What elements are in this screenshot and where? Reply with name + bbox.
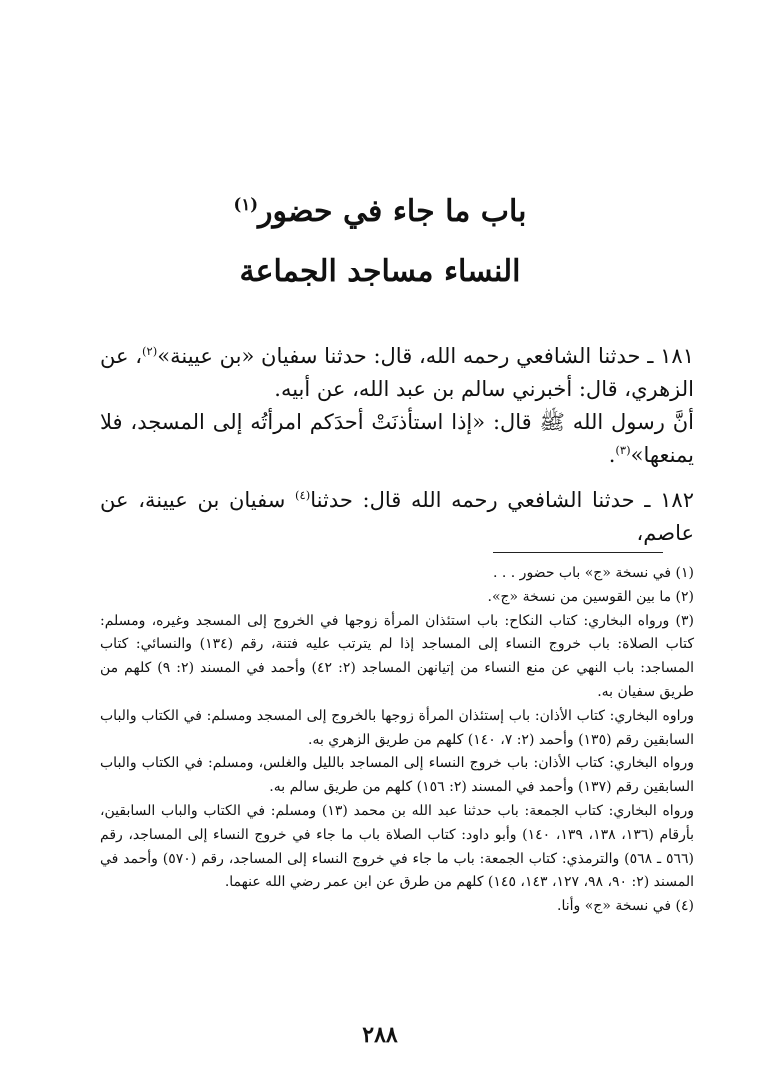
hadith-isnad: ـ حدثنا الشافعي رحمه الله قال: حدثنا <box>310 488 651 512</box>
hadith-number: ١٨٢ <box>660 488 694 512</box>
hadith-isnad: ـ حدثنا الشافعي رحمه الله، قال: حدثنا سفيان «بن عيينة» <box>157 344 654 368</box>
hadith-matn: أنَّ رسول الله ﷺ قال: «إذا استأذنَتْ أحدَكم امرأتُه إلى المسجد، فلا يمنعها» <box>100 410 694 467</box>
footnote-ref-1: (١) <box>233 195 259 214</box>
hadith-number: ١٨١ <box>660 344 694 368</box>
footnote-3: (٣) ورواه البخاري: كتاب النكاح: باب استئذان المرأة زوجها في الخروج إلى المسجد وغيره، ومسلم: كتاب الصلاة: باب خروج النساء إلى المساجد إذا لم يترتب عليه فتنة، رقم (١٣٤) والنسائي: كتاب المساجد: باب النهي عن منع النساء من إتيانهن المساجد (٢: ٤٢) وأحمد في المسند (٢: ٩) كلهم من طريق سفيان به. <box>100 612 694 700</box>
footnotes <box>100 562 694 919</box>
footnote-3-cont-2: ورواه البخاري: كتاب الأذان: باب خروج النساء إلى المساجد بالليل والغلس، ومسلم: في الكتاب والباب السابقين رقم (١٣٧) وأحمد في المسند (٢: ١٥٦) كلهم من طريق سالم به. <box>100 755 694 796</box>
hadith-isnad-cont: سفيان بن عيينة، عن عاصم، <box>100 488 694 545</box>
chapter-title-line2: النساء مساجد الجماعة <box>239 254 521 289</box>
chapter-title-text: باب ما جاء في حضور <box>258 194 527 229</box>
hadith-isnad-cont: ، عن الزهري، قال: أخبرني سالم بن عبد الله، عن أبيه. <box>100 344 694 401</box>
footnote-4: (٤) في نسخة «ج» وأنا. <box>557 898 694 915</box>
footnote-ref-2: (٢) <box>142 344 158 358</box>
footnote-2: (٢) ما بين القوسين من نسخة «ج». <box>487 588 694 605</box>
hadith-end: . <box>608 443 616 467</box>
hadith-182 <box>100 484 694 550</box>
footnote-divider <box>493 552 663 553</box>
footnote-1: (١) في نسخة «ج» باب حضور . . . <box>492 565 694 581</box>
hadith-181 <box>100 340 694 472</box>
footnote-ref-4: (٤) <box>295 488 311 502</box>
chapter-title-line1 <box>0 192 760 232</box>
footnote-3-cont-1: وراوه البخاري: كتاب الأذان: باب إستئذان المرأة زوجها بالخروج إلى المسجد ومسلم: في الكتاب والباب السابقين رقم (١٣٥) وأحمد (٢: ٧، ١٤٠) كلهم من طريق الزهري به. <box>100 707 694 748</box>
page-number: ٢٨٨ <box>362 1022 398 1048</box>
footnote-ref-3: (٣) <box>615 443 631 457</box>
footnote-3-cont-3: ورواه البخاري: كتاب الجمعة: باب حدثنا عبد الله بن محمد (١٣) ومسلم: في الكتاب والباب السابقين، بأرقام (١٣٦، ١٣٨، ١٣٩، ١٤٠) وأبو داود: كتاب الصلاة باب ما جاء في خروج النساء إلى المساجد، رقم (٥٦٦ ـ ٥٦٨) والترمذي: كتاب الجمعة: باب ما جاء في خروج النساء إلى المساجد، رقم (٥٧٠) وأحمد في المسند (٢: ٩٠، ٩٨، ١٢٧، ١٤٣، ١٤٥) كلهم من طرق عن ابن عمر رضي الله عنهما. <box>100 802 695 891</box>
